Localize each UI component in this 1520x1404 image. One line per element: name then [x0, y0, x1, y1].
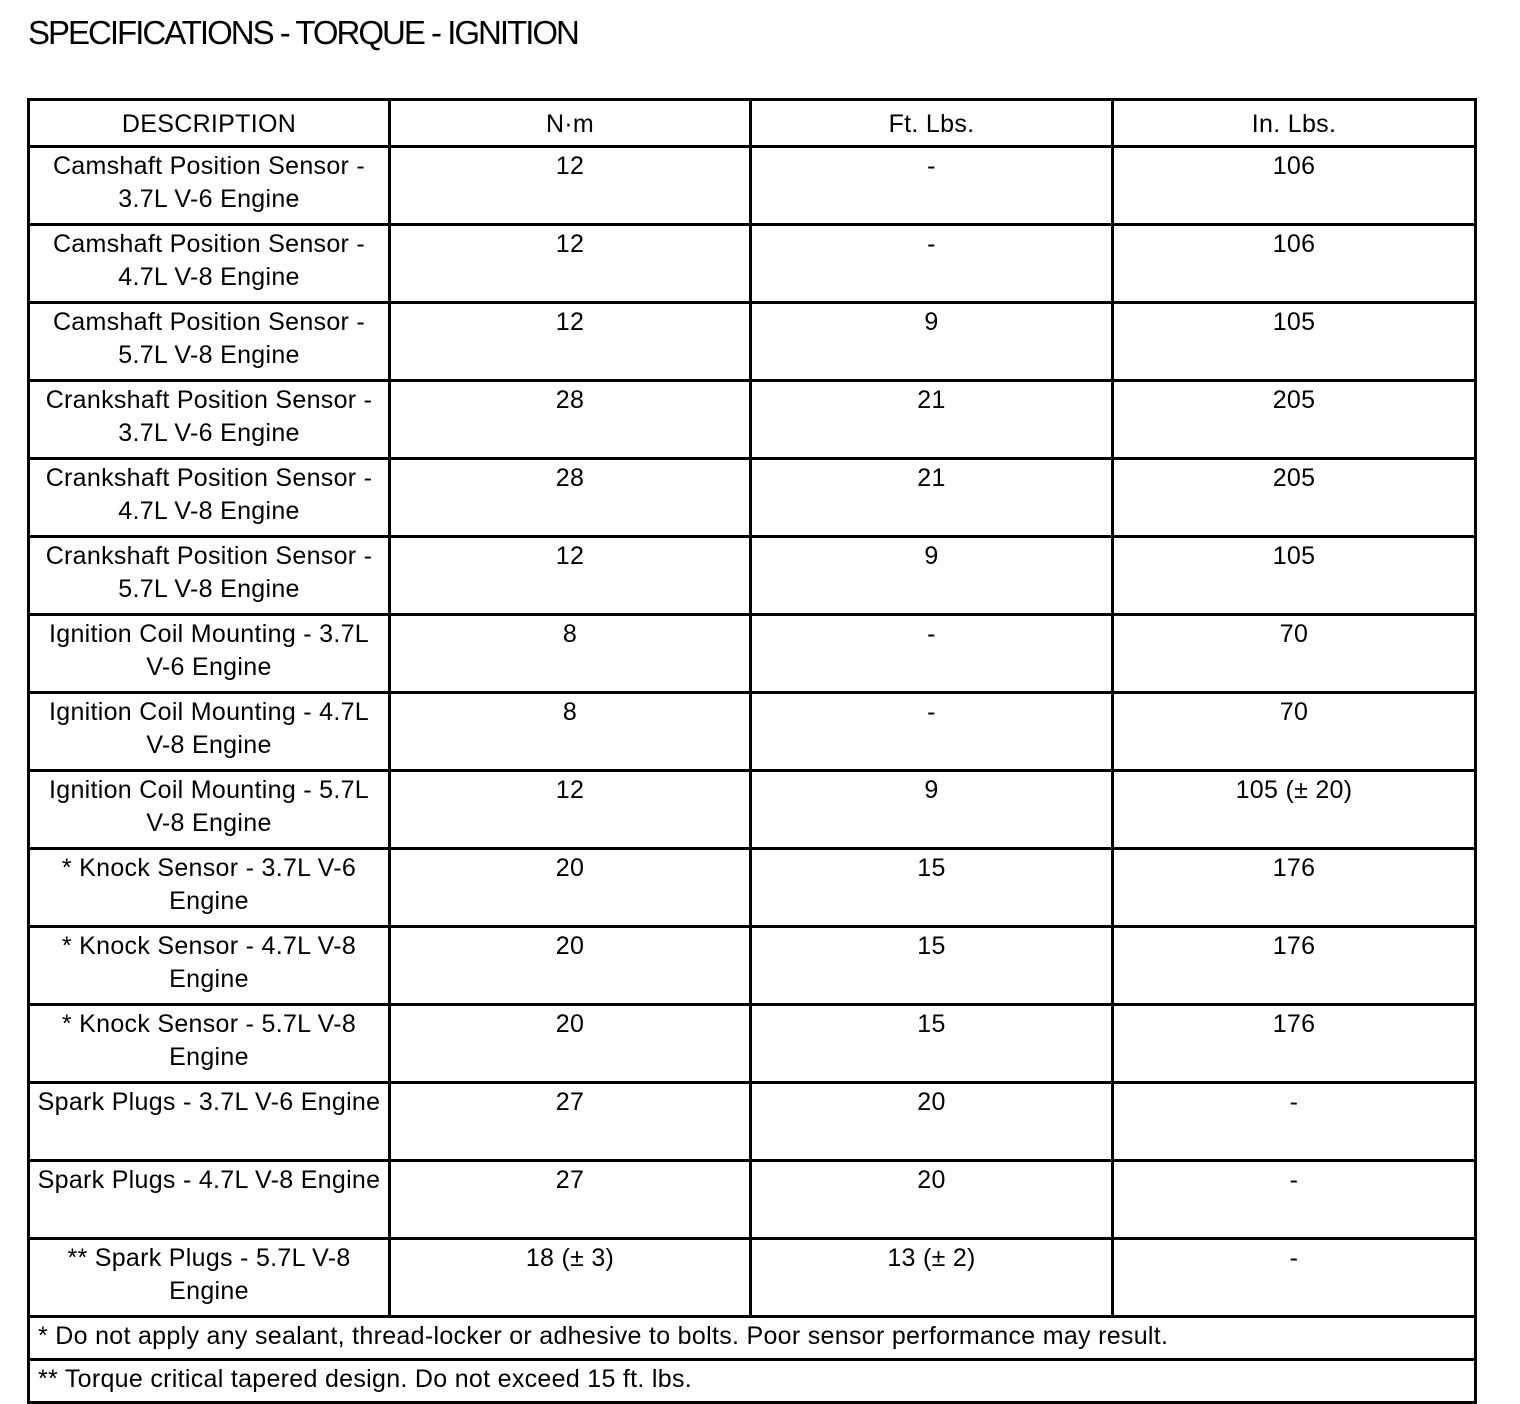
cell-in-lbs: 105 — [1113, 537, 1476, 615]
cell-in-lbs: 205 — [1113, 459, 1476, 537]
cell-in-lbs: 105 — [1113, 303, 1476, 381]
cell-in-lbs: 106 — [1113, 225, 1476, 303]
cell-description: * Knock Sensor - 3.7L V-6 Engine — [29, 849, 390, 927]
cell-description: Spark Plugs - 4.7L V-8 Engine — [29, 1161, 390, 1239]
cell-description: * Knock Sensor - 4.7L V-8 Engine — [29, 927, 390, 1005]
cell-nm: 20 — [390, 927, 751, 1005]
table-row — [29, 849, 1476, 927]
table-row — [29, 1005, 1476, 1083]
footnote-row — [29, 1317, 1476, 1360]
table-row — [29, 615, 1476, 693]
cell-nm: 8 — [390, 693, 751, 771]
cell-nm: 12 — [390, 537, 751, 615]
header-ft-lbs: Ft. Lbs. — [751, 100, 1113, 147]
page-title: SPECIFICATIONS - TORQUE - IGNITION — [28, 14, 578, 51]
cell-nm: 28 — [390, 459, 751, 537]
footnote-row — [29, 1360, 1476, 1403]
cell-in-lbs: - — [1113, 1161, 1476, 1239]
cell-nm: 12 — [390, 225, 751, 303]
table-row — [29, 927, 1476, 1005]
cell-nm: 18 (± 3) — [390, 1239, 751, 1317]
cell-ft-lbs: - — [751, 615, 1113, 693]
table-row — [29, 771, 1476, 849]
cell-ft-lbs: - — [751, 225, 1113, 303]
table-row — [29, 537, 1476, 615]
cell-description: * Knock Sensor - 5.7L V-8 Engine — [29, 1005, 390, 1083]
cell-description: Ignition Coil Mounting - 5.7L V-8 Engine — [29, 771, 390, 849]
cell-ft-lbs: 9 — [751, 303, 1113, 381]
cell-in-lbs: 106 — [1113, 147, 1476, 225]
cell-nm: 27 — [390, 1083, 751, 1161]
cell-description: Camshaft Position Sensor - 3.7L V-6 Engine — [29, 147, 390, 225]
cell-in-lbs: 176 — [1113, 849, 1476, 927]
cell-in-lbs: 70 — [1113, 615, 1476, 693]
cell-description: Camshaft Position Sensor - 4.7L V-8 Engine — [29, 225, 390, 303]
table-row — [29, 225, 1476, 303]
cell-in-lbs: 205 — [1113, 381, 1476, 459]
cell-ft-lbs: 15 — [751, 849, 1113, 927]
cell-ft-lbs: 15 — [751, 927, 1113, 1005]
table-row — [29, 1239, 1476, 1317]
cell-in-lbs: - — [1113, 1239, 1476, 1317]
table-body — [29, 147, 1476, 1403]
cell-in-lbs: 70 — [1113, 693, 1476, 771]
table-row — [29, 1083, 1476, 1161]
cell-description: ** Spark Plugs - 5.7L V-8 Engine — [29, 1239, 390, 1317]
cell-nm: 8 — [390, 615, 751, 693]
cell-nm: 12 — [390, 303, 751, 381]
cell-description: Crankshaft Position Sensor - 5.7L V-8 Engine — [29, 537, 390, 615]
torque-spec-table — [27, 98, 1477, 1404]
cell-in-lbs: 176 — [1113, 927, 1476, 1005]
table-row — [29, 381, 1476, 459]
cell-nm: 12 — [390, 147, 751, 225]
cell-in-lbs: - — [1113, 1083, 1476, 1161]
cell-ft-lbs: 21 — [751, 381, 1113, 459]
header-nm: N·m — [390, 100, 751, 147]
cell-ft-lbs: 13 (± 2) — [751, 1239, 1113, 1317]
cell-ft-lbs: 20 — [751, 1161, 1113, 1239]
table-header-row — [29, 100, 1476, 147]
cell-ft-lbs: 20 — [751, 1083, 1113, 1161]
footnote-text: * Do not apply any sealant, thread-locker or adhesive to bolts. Poor sensor performance may result. — [29, 1317, 1476, 1360]
cell-nm: 20 — [390, 1005, 751, 1083]
cell-in-lbs: 105 (± 20) — [1113, 771, 1476, 849]
cell-ft-lbs: - — [751, 693, 1113, 771]
cell-in-lbs: 176 — [1113, 1005, 1476, 1083]
cell-ft-lbs: 9 — [751, 771, 1113, 849]
cell-description: Camshaft Position Sensor - 5.7L V-8 Engine — [29, 303, 390, 381]
table-row — [29, 303, 1476, 381]
table-row — [29, 1161, 1476, 1239]
cell-ft-lbs: - — [751, 147, 1113, 225]
table-row — [29, 459, 1476, 537]
cell-ft-lbs: 15 — [751, 1005, 1113, 1083]
table-row — [29, 693, 1476, 771]
cell-description: Spark Plugs - 3.7L V-6 Engine — [29, 1083, 390, 1161]
footnote-text: ** Torque critical tapered design. Do not exceed 15 ft. lbs. — [29, 1360, 1476, 1403]
cell-description: Crankshaft Position Sensor - 3.7L V-6 Engine — [29, 381, 390, 459]
cell-description: Crankshaft Position Sensor - 4.7L V-8 Engine — [29, 459, 390, 537]
header-in-lbs: In. Lbs. — [1113, 100, 1476, 147]
cell-ft-lbs: 9 — [751, 537, 1113, 615]
table-row — [29, 147, 1476, 225]
cell-description: Ignition Coil Mounting - 4.7L V-8 Engine — [29, 693, 390, 771]
cell-nm: 27 — [390, 1161, 751, 1239]
cell-ft-lbs: 21 — [751, 459, 1113, 537]
cell-nm: 20 — [390, 849, 751, 927]
cell-nm: 28 — [390, 381, 751, 459]
cell-description: Ignition Coil Mounting - 3.7L V-6 Engine — [29, 615, 390, 693]
cell-nm: 12 — [390, 771, 751, 849]
header-description: DESCRIPTION — [29, 100, 390, 147]
